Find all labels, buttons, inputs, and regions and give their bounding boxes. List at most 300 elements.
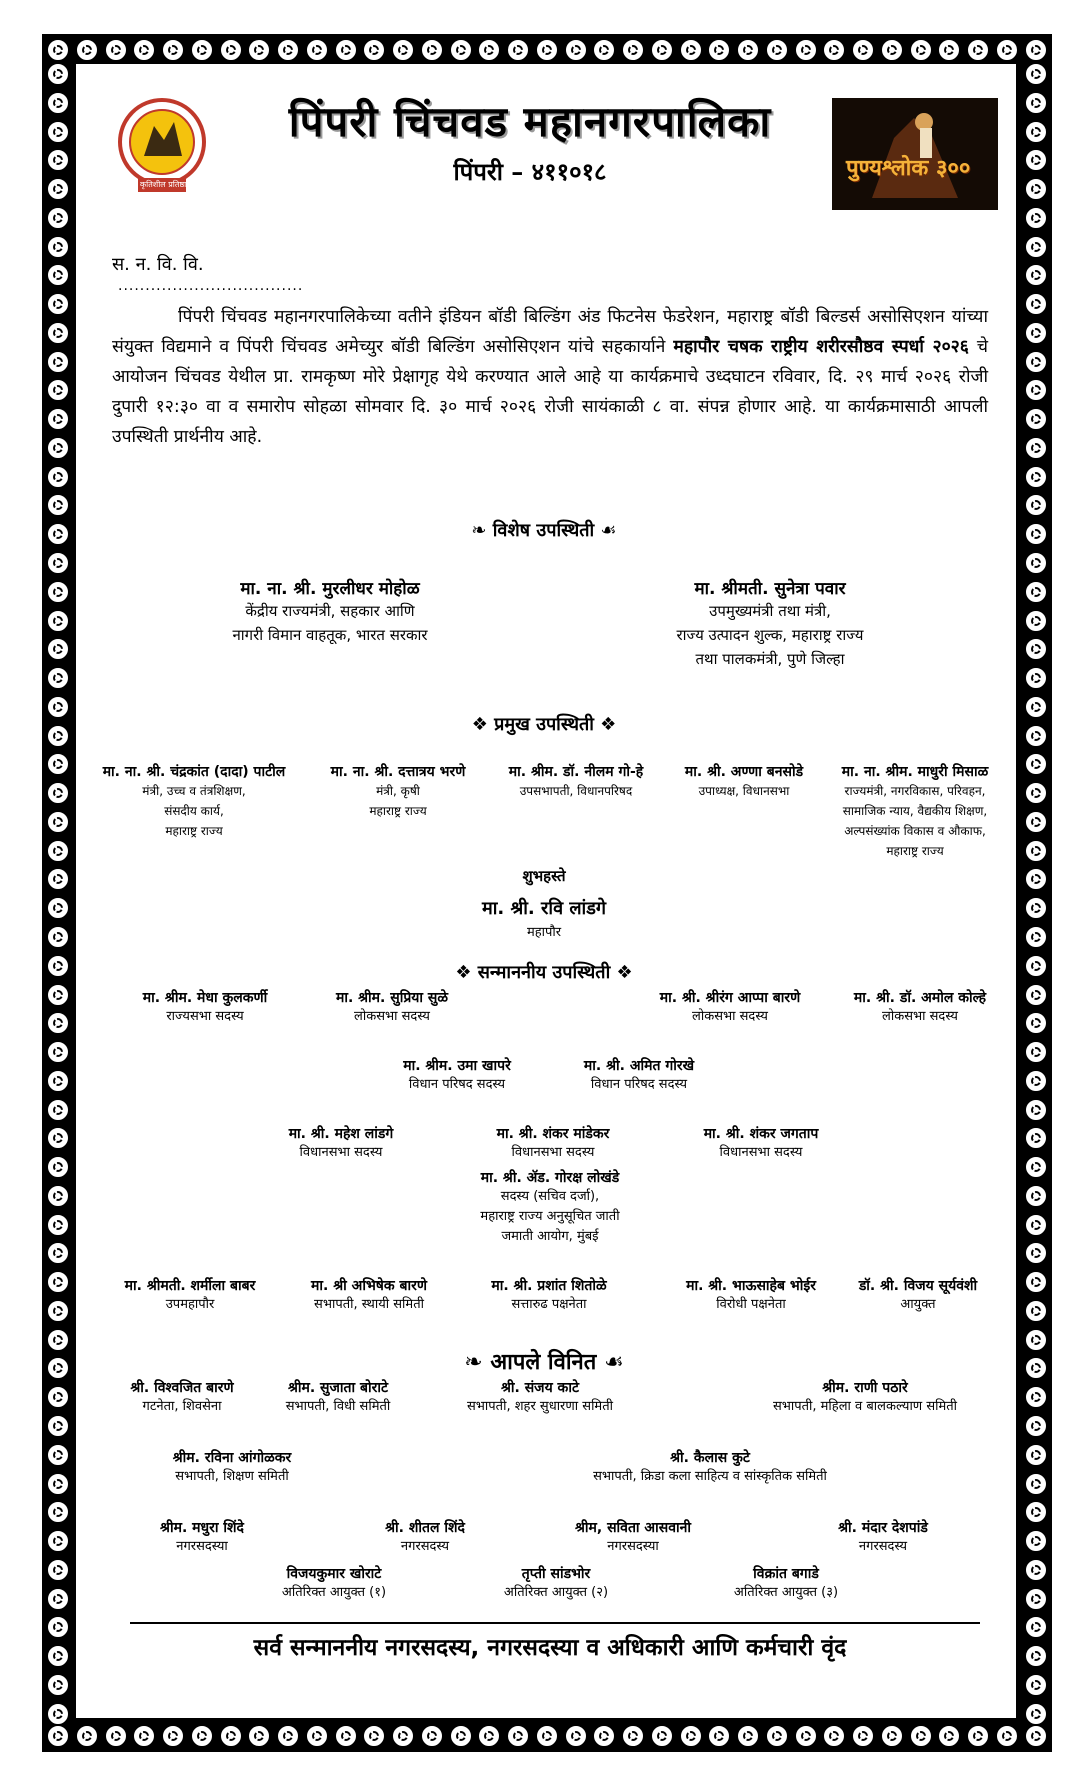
signatory-name: श्री. संजय काटे [500, 1380, 579, 1396]
guest-role: उपमुख्यमंत्री तथा मंत्री, [709, 602, 831, 620]
page-subtitle: पिंपरी – ४११०१८ [453, 157, 607, 186]
border-ornament-icon [48, 179, 68, 199]
invitation-text-1: पिंपरी चिंचवड महानगरपालिकेच्या वतीने इंडियन बॉडी बिल्डिंग अंड फिटनेस फेडरेशन, महाराष्ट्र बॉडी बिल्डर्स असोसिएशन यांच्या संयुक्त विद्यमाने व पिंपरी चिंचवड अमेच्युर बॉडी बिल्डिंग असोसिएशन यांचे सहकार्याने [112, 307, 988, 357]
border-ornament-icon [1026, 1186, 1046, 1206]
mayor-name: मा. श्री. रवि लांडगे [482, 898, 606, 919]
border-ornament-icon [1026, 611, 1046, 631]
border-ornament-icon [1026, 208, 1046, 228]
honorable-guest [554, 1056, 724, 1095]
border-ornament-icon [48, 1531, 68, 1551]
border-ornament-icon [48, 1157, 68, 1177]
signatory-name: श्रीम. सुजाता बोराटे [287, 1380, 389, 1396]
border-ornament-icon [911, 1726, 931, 1746]
border-ornament-icon [336, 40, 356, 60]
border-ornament-icon [594, 40, 614, 60]
border-ornament-icon [48, 1416, 68, 1436]
guest-role: मंत्री, कृषी [376, 784, 420, 798]
yours-heading: ❧ आपले विनित ☙ [464, 1350, 624, 1375]
guest-name: मा. श्रीम. उमा खापरे [403, 1058, 511, 1074]
border-ornament-icon [1026, 841, 1046, 861]
presided-label: शुभहस्ते [522, 867, 566, 885]
border-ornament-icon [48, 122, 68, 142]
border-ornament-icon [767, 40, 787, 60]
signatory [706, 1564, 866, 1603]
signatory [142, 1448, 322, 1487]
guest-name: मा. श्री. अमित गोरखे [583, 1058, 695, 1074]
border-ornament-icon [48, 1272, 68, 1292]
border-ornament-icon [709, 1726, 729, 1746]
border-ornament-icon [1026, 783, 1046, 803]
border-ornament-icon [824, 1726, 844, 1746]
border-ornament-icon [997, 1726, 1017, 1746]
border-ornament-icon [48, 1013, 68, 1033]
border-ornament-icon [48, 352, 68, 372]
border-ornament-icon [623, 40, 643, 60]
signatory [800, 1518, 966, 1557]
guest-role: विधानसभा सदस्य [719, 1145, 803, 1160]
border-ornament-icon [307, 40, 327, 60]
border-ornament-icon [48, 64, 68, 84]
border-ornament-icon [709, 40, 729, 60]
border-ornament-icon [1026, 1416, 1046, 1436]
guest-name: मा. श्रीमती. शर्मीला बाबर [124, 1278, 256, 1294]
municipal-logo [108, 96, 216, 196]
border-ornament-icon [738, 40, 758, 60]
chief-guest [822, 762, 1008, 861]
page-title: पिंपरी चिंचवड महानगरपालिका [288, 97, 772, 146]
border-ornament-icon [1026, 1243, 1046, 1263]
signatory-name: श्रीम. मधुरा शिंदे [160, 1520, 244, 1536]
guest-role: विधान परिषद सदस्य [590, 1077, 688, 1092]
border-ornament-icon [911, 40, 931, 60]
honorable-guest [832, 988, 1008, 1027]
guest-name: मा. श्री. डॉ. अमोल कोल्हे [853, 990, 987, 1006]
chief-guest [668, 762, 820, 801]
border-ornament-icon [1026, 1071, 1046, 1091]
border-ornament-icon [939, 1726, 959, 1746]
signatory-role: अतिरिक्त आयुक्त (३) [733, 1585, 839, 1600]
signatory [254, 1564, 414, 1603]
invitation-text-2: चे आयोजन चिंचवड येथील प्रा. रामकृष्ण मोरे प्रेक्षागृह येथे करण्यात आले आहे या कार्यक्रमाचे उध्दघाटन रविवार, दि. २९ मार्च २०२६ रोजी दुपारी १२:३० वा व समारोप सोहळा सोमवार दि. ३० मार्च २०२६ रोजी सायंकाळी ८ वा. संपन्न होणार आहे. या कार्यक्रमासाठी आपली उपस्थिती प्रार्थनीय आहे. [112, 337, 989, 447]
chief-guest [80, 762, 308, 841]
signatory [104, 1378, 260, 1417]
guest-name: मा. ना. श्री. दत्तात्रय भरणे [330, 764, 466, 780]
border-ornament-icon [566, 40, 586, 60]
border-ornament-icon [221, 40, 241, 60]
guest-role: आयुक्त [900, 1297, 936, 1312]
border-ornament-icon [364, 1726, 384, 1746]
border-ornament-icon [882, 1726, 902, 1746]
border-ornament-icon [1026, 985, 1046, 1005]
border-ornament-icon [1026, 582, 1046, 602]
invitation-paragraph [112, 302, 988, 452]
guest-name: मा. श्री अभिषेक बारणे [311, 1278, 427, 1294]
guest-name: मा. ना. श्रीम. माधुरी मिसाळ [841, 764, 989, 780]
guest-name: मा. श्रीम. सुप्रिया सुळे [335, 990, 449, 1006]
border-ornament-icon [48, 40, 68, 60]
border-ornament-icon [48, 265, 68, 285]
border-ornament-icon [1026, 1617, 1046, 1637]
border-ornament-icon [1026, 1387, 1046, 1407]
guest-role: मंत्री, उच्च व तंत्रशिक्षण, [142, 784, 246, 798]
border-ornament-icon [508, 40, 528, 60]
border-ornament-icon [48, 380, 68, 400]
border-ornament-icon [1026, 1531, 1046, 1551]
border-ornament-icon [192, 40, 212, 60]
border-ornament-icon [48, 1301, 68, 1321]
border-ornament-icon [1026, 1042, 1046, 1062]
border-ornament-icon [48, 409, 68, 429]
guest-role: लोकसभा सदस्य [882, 1009, 958, 1024]
signatory-role: सभापती, क्रिडा कला साहित्य व सांस्कृतिक समिती [593, 1469, 827, 1484]
border-ornament-icon [48, 1726, 68, 1746]
border-ornament-icon [1026, 93, 1046, 113]
guest-name: मा. श्रीमती. सुनेत्रा पवार [694, 579, 846, 599]
chief-heading: ❖ प्रमुख उपस्थिती ❖ [471, 714, 617, 735]
border-ornament-icon [48, 1100, 68, 1120]
blank-dots: .................................. [118, 278, 304, 294]
border-ornament-icon [939, 40, 959, 60]
border-ornament-icon [77, 40, 97, 60]
guest-role: तथा पालकमंत्री, पुणे जिल्हा [695, 650, 845, 668]
honorable-guest [630, 988, 830, 1027]
official [466, 1276, 632, 1315]
official [662, 1276, 840, 1315]
border-ornament-icon [1026, 1100, 1046, 1120]
border-ornament-icon [48, 323, 68, 343]
border-ornament-icon [336, 1726, 356, 1746]
border-ornament-icon [1026, 1272, 1046, 1292]
border-ornament-icon [1026, 1704, 1046, 1724]
border-ornament-icon [48, 294, 68, 314]
honorable-guest [256, 1124, 426, 1163]
border-ornament-icon [48, 754, 68, 774]
presided-block [0, 866, 1088, 940]
chief-guest [312, 762, 484, 821]
border-ornament-icon [652, 1726, 672, 1746]
signatory-name: श्रीम. राणी पठारे [822, 1380, 908, 1396]
border-ornament-icon [249, 40, 269, 60]
border-ornament-icon [1026, 639, 1046, 659]
border-ornament-icon [364, 40, 384, 60]
signatory-role: सभापती, महिला व बालकल्याण समिती [772, 1399, 958, 1414]
salutation: स. न. वि. वि. [112, 254, 204, 275]
border-ornament-icon [422, 40, 442, 60]
border-ornament-icon [1026, 294, 1046, 314]
border-ornament-icon [48, 208, 68, 228]
border-ornament-icon [1026, 1726, 1046, 1746]
border-ornament-icon [48, 1646, 68, 1666]
border-ornament-icon [968, 1726, 988, 1746]
border-ornament-icon [48, 582, 68, 602]
border-ornament-icon [48, 1243, 68, 1263]
official [840, 1276, 996, 1315]
border-ornament-icon [1026, 237, 1046, 257]
guest-name: मा. ना. श्री. मुरलीधर मोहोळ [240, 579, 420, 599]
border-ornament-icon [1026, 1502, 1046, 1522]
border-ornament-icon [77, 1726, 97, 1746]
signatory-name: श्री. शीतल शिंदे [385, 1520, 465, 1536]
border-ornament-icon [48, 1675, 68, 1695]
border-ornament-icon [451, 40, 471, 60]
border-ornament-icon [652, 40, 672, 60]
border-ornament-icon [824, 40, 844, 60]
guest-name: मा. श्रीम. मेधा कुलकर्णी [142, 990, 268, 1006]
guest-name: मा. श्री. प्रशांत शितोळे [491, 1278, 607, 1294]
anniversary-logo-text: पुण्यश्लोक ३०० [846, 156, 971, 181]
border-ornament-icon [1026, 40, 1046, 60]
border-ornament-icon [479, 1726, 499, 1746]
border-ornament-icon [106, 1726, 126, 1746]
border-ornament-icon [393, 1726, 413, 1746]
signatory-role: गटनेता, शिवसेना [142, 1399, 222, 1414]
event-name: महापौर चषक राष्ट्रीय शरीरसौष्ठव स्पर्धा २०२६ [673, 337, 969, 357]
signatory-role: अतिरिक्त आयुक्त (१) [281, 1585, 387, 1600]
border-ornament-icon [48, 611, 68, 631]
honorable-heading: ❖ सन्माननीय उपस्थिती ❖ [455, 962, 633, 983]
border-ornament-icon [997, 40, 1017, 60]
border-ornament-icon [1026, 438, 1046, 458]
guest-name: मा. श्रीम. डॉ. नीलम गो-हे [508, 764, 644, 780]
border-ornament-icon [1026, 1646, 1046, 1666]
border-ornament-icon [479, 40, 499, 60]
guest-role: राज्य उत्पादन शुल्क, महाराष्ट्र राज्य [676, 626, 864, 644]
border-ornament-icon [249, 1726, 269, 1746]
mayor-role: महापौर [526, 925, 562, 940]
official [100, 1276, 280, 1315]
border-ornament-icon [48, 668, 68, 688]
border-ornament-icon [796, 40, 816, 60]
border-ornament-icon [1026, 1675, 1046, 1695]
border-ornament-icon [134, 1726, 154, 1746]
honorable-guest [372, 1056, 542, 1095]
border-ornament-icon [192, 1726, 212, 1746]
border-ornament-icon [451, 1726, 471, 1746]
border-ornament-icon [48, 237, 68, 257]
border-ornament-icon [853, 40, 873, 60]
border-ornament-icon [48, 495, 68, 515]
border-ornament-icon [422, 1726, 442, 1746]
border-ornament-icon [882, 40, 902, 60]
border-ornament-icon [1026, 1474, 1046, 1494]
border-ornament-icon [48, 150, 68, 170]
border-ornament-icon [767, 1726, 787, 1746]
signatory-name: श्रीम, सविता आसवानी [574, 1520, 692, 1536]
honorable-guest [458, 1124, 648, 1163]
signatory [476, 1564, 636, 1603]
border-ornament-icon [1026, 1157, 1046, 1177]
border-ornament-icon [1026, 1589, 1046, 1609]
guest-role: सदस्य (सचिव दर्जा), [500, 1189, 600, 1204]
honorable-guest [676, 1124, 846, 1163]
border-ornament-icon [1026, 64, 1046, 84]
border-ornament-icon [278, 1726, 298, 1746]
border-ornament-icon [1026, 1560, 1046, 1580]
guest-role: लोकसभा सदस्य [692, 1009, 768, 1024]
signatory-name: विक्रांत बगाडे [753, 1566, 819, 1582]
border-ornament-icon [48, 1128, 68, 1148]
border-ornament-icon [681, 1726, 701, 1746]
guest-role: विधान परिषद सदस्य [408, 1077, 506, 1092]
signatory [730, 1378, 1000, 1417]
guest-role: सभापती, स्थायी समिती [314, 1297, 424, 1312]
border-ornament-icon [1026, 150, 1046, 170]
guest-role: महाराष्ट्र राज्य अनुसूचित जाती [480, 1209, 620, 1224]
guest-role: लोकसभा सदस्य [354, 1009, 430, 1024]
chief-guest [488, 762, 664, 801]
signatory-role: सभापती, विधी समिती [285, 1399, 391, 1414]
border-ornament-icon [48, 1186, 68, 1206]
guest-role: विधानसभा सदस्य [299, 1145, 383, 1160]
border-ornament-icon [623, 1726, 643, 1746]
guest-name: मा. श्री. श्रीरंग आप्पा बारणे [659, 990, 801, 1006]
guest-role: विरोधी पक्षनेता [716, 1297, 786, 1312]
border-ornament-icon [1026, 1128, 1046, 1148]
signatory-role: अतिरिक्त आयुक्त (२) [503, 1585, 609, 1600]
guest-role: सामाजिक न्याय, वैद्यकीय शिक्षण, [842, 804, 988, 818]
special-guest [170, 576, 490, 647]
border-ornament-icon [48, 812, 68, 832]
guest-role: महाराष्ट्र राज्य [165, 824, 223, 838]
border-ornament-icon [278, 40, 298, 60]
guest-role: राज्यसभा सदस्य [166, 1009, 244, 1024]
border-ornament-icon [1026, 495, 1046, 515]
guest-role: सत्तारुढ पक्षनेता [511, 1297, 587, 1312]
border-ornament-icon [48, 438, 68, 458]
border-ornament-icon [1026, 1445, 1046, 1465]
border-ornament-icon [221, 1726, 241, 1746]
guest-name: मा. श्री. शंकर जगताप [703, 1126, 819, 1142]
border-ornament-icon [48, 1215, 68, 1235]
border-ornament-icon [48, 1617, 68, 1637]
border-ornament-icon [594, 1726, 614, 1746]
border-ornament-icon [853, 1726, 873, 1746]
border-ornament-icon [48, 1387, 68, 1407]
border-ornament-icon [566, 1726, 586, 1746]
border-ornament-icon [1026, 265, 1046, 285]
signatory-name: श्रीम. रविना आंगोळकर [172, 1450, 292, 1466]
special-guest [620, 576, 920, 671]
signatory-role: नगरसदस्य [858, 1539, 908, 1554]
honorable-guest [430, 1168, 670, 1247]
guest-role: जमाती आयोग, मुंबई [501, 1229, 599, 1244]
border-ornament-icon [1026, 668, 1046, 688]
border-ornament-icon [1026, 754, 1046, 774]
guest-role: उपसभापती, विधानपरिषद [519, 784, 633, 798]
footer-divider [130, 1622, 980, 1624]
border-ornament-icon [1026, 1301, 1046, 1321]
border-ornament-icon [1026, 380, 1046, 400]
guest-name: मा. श्री. ॲड. गोरक्ष लोखंडे [480, 1170, 620, 1186]
border-ornament-icon [163, 1726, 183, 1746]
guest-name: डॉ. श्री. विजय सूर्यवंशी [858, 1278, 978, 1294]
border-ornament-icon [48, 93, 68, 113]
border-ornament-icon [1026, 179, 1046, 199]
signatory-role: नगरसदस्या [607, 1539, 659, 1554]
signatory [258, 1378, 418, 1417]
border-ornament-icon [1026, 323, 1046, 343]
signatory [548, 1518, 718, 1557]
border-ornament-icon [1026, 1215, 1046, 1235]
border-ornament-icon [681, 40, 701, 60]
border-ornament-icon [48, 1071, 68, 1091]
border-ornament-icon [508, 1726, 528, 1746]
guest-role: विधानसभा सदस्य [511, 1145, 595, 1160]
border-ornament-icon [163, 40, 183, 60]
guest-name: मा. श्री. अण्णा बनसोडे [684, 764, 804, 780]
border-ornament-icon [48, 1502, 68, 1522]
guest-role: राज्यमंत्री, नगरविकास, परिवहन, [844, 784, 986, 798]
footer-text: सर्व सन्माननीय नगरसदस्य, नगरसदस्या व अधिकारी आणि कर्मचारी वृंद [253, 1635, 847, 1661]
signatory-name: श्री. विश्वजित बारणे [130, 1380, 234, 1396]
guest-name: मा. ना. श्री. चंद्रकांत (दादा) पाटील [102, 764, 286, 780]
guest-name: मा. श्री. भाऊसाहेब भोईर [686, 1278, 816, 1294]
border-ornament-icon [537, 40, 557, 60]
guest-role: संसदीय कार्य, [164, 804, 224, 818]
border-ornament-icon [48, 783, 68, 803]
guest-role: उपमहापौर [165, 1297, 215, 1312]
guest-role: महाराष्ट्र राज्य [886, 844, 944, 858]
border-ornament-icon [738, 1726, 758, 1746]
honorable-guest [302, 988, 482, 1027]
border-ornament-icon [48, 553, 68, 573]
signatory-role: नगरसदस्य [400, 1539, 450, 1554]
signatory [430, 1378, 650, 1417]
border-ornament-icon [48, 467, 68, 487]
border-ornament-icon [48, 1589, 68, 1609]
border-ornament-icon [48, 1042, 68, 1062]
border-ornament-icon [1026, 467, 1046, 487]
border-ornament-icon [1026, 352, 1046, 372]
border-ornament-icon [393, 40, 413, 60]
signatory [124, 1518, 280, 1557]
border-ornament-icon [134, 40, 154, 60]
border-ornament-icon [1026, 812, 1046, 832]
signatory-name: विजयकुमार खोराटे [286, 1566, 382, 1582]
guest-role: महाराष्ट्र राज्य [369, 804, 427, 818]
signatory-role: नगरसदस्या [176, 1539, 228, 1554]
border-ornament-icon [1026, 553, 1046, 573]
border-ornament-icon [307, 1726, 327, 1746]
border-ornament-icon [48, 1560, 68, 1580]
guest-role: केंद्रीय राज्यमंत्री, सहकार आणि [245, 602, 415, 620]
border-ornament-icon [48, 639, 68, 659]
border-ornament-icon [48, 1445, 68, 1465]
border-ornament-icon [48, 1474, 68, 1494]
border-ornament-icon [796, 1726, 816, 1746]
signatory-name: तृप्ती सांडभोर [521, 1566, 591, 1582]
guest-name: मा. श्री. शंकर मांडेकर [496, 1126, 610, 1142]
border-ornament-icon [1026, 409, 1046, 429]
signatory-name: श्री. मंदार देशपांडे [838, 1520, 928, 1536]
honorable-guest [110, 988, 300, 1027]
guest-role: उपाध्यक्ष, विधानसभा [698, 784, 790, 798]
border-ornament-icon [106, 40, 126, 60]
signatory [350, 1518, 500, 1557]
logo-caption: कृतिशील प्रतिष्ठान [140, 180, 191, 189]
signatory-role: सभापती, शिक्षण समिती [175, 1469, 289, 1484]
border-ornament-icon [1026, 1013, 1046, 1033]
signatory [540, 1448, 880, 1487]
guest-role: नागरी विमान वाहतूक, भारत सरकार [232, 626, 428, 644]
official [286, 1276, 452, 1315]
border-ornament-icon [968, 40, 988, 60]
anniversary-logo [832, 98, 998, 210]
border-ornament-icon [48, 841, 68, 861]
guest-role: अल्पसंख्यांक विकास व औकाफ, [844, 824, 986, 838]
signatory-role: सभापती, शहर सुधारणा समिती [467, 1399, 613, 1414]
guest-name: मा. श्री. महेश लांडगे [288, 1126, 394, 1142]
